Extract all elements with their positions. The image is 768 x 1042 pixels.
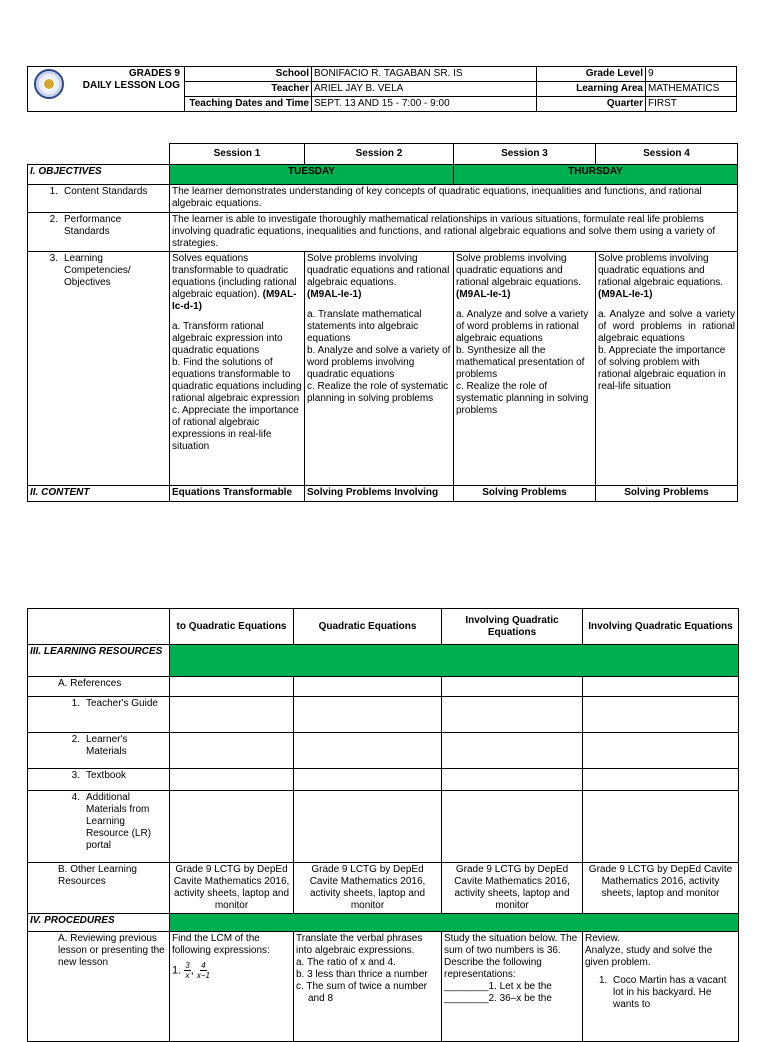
textbook-num: 3. [71, 770, 80, 781]
competency-2-c: c. Realize the role of systematic planning in solving problems [307, 381, 449, 404]
content-session-2-bottom: Quadratic Equations [294, 609, 442, 645]
competency-2-a: a. Translate mathematical statements into algebraic equations [307, 309, 422, 344]
competency-2-b: b. Analyze and solve a variety of word problems involving quadratic equations [307, 345, 451, 380]
additional-materials-label: Additional Materials from Learning Resource (LR) portal [86, 792, 152, 851]
competency-3-intro: Solve problems involving quadratic equations and rational algebraic equations. [456, 253, 582, 288]
other-resources-session-2: Grade 9 LCTG by DepEd Cavite Mathematics 2016, activity sheets, laptop and monitor [294, 863, 442, 914]
performance-standards-text: The learner is able to investigate thoroughly mathematical relationships in various situations, formulate real life problems involving quadratic equations, inequalities and functions, and rational algebraic equations and solve them using a variety of strategies. [170, 213, 738, 252]
competencies-label: Learning Competencies/ Objectives [64, 253, 131, 288]
competency-3-a: a. Analyze and solve a variety of word problems in rational algebraic equations [456, 309, 589, 344]
learning-resources-heading: III. LEARNING RESOURCES [28, 645, 170, 677]
teacher-label: Teacher [185, 82, 312, 97]
competency-session-2 [305, 252, 454, 486]
review-s1-item: 1. $\frac{3}{x}$ , $\frac{4}{x-1}$ [172, 961, 210, 980]
competency-3-b: b. Synthesize all the mathematical presentation of problems [456, 345, 585, 380]
additional-materials-num: 4. [71, 792, 80, 803]
review-s4-text2: Analyze, study and solve the given problem. [585, 945, 713, 968]
teachers-guide-label: Teacher's Guide [86, 698, 158, 709]
content-heading: II. CONTENT [28, 486, 170, 502]
review-s4-text1: Review. [585, 933, 621, 944]
other-resources-session-1: Grade 9 LCTG by DepEd Cavite Mathematics 2016, activity sheets, laptop and monitor [170, 863, 294, 914]
competency-2-intro: Solve problems involving quadratic equations and rational algebraic equations. [307, 253, 450, 288]
other-resources-label: B. Other Learning Resources [28, 863, 170, 914]
header-grades: GRADES 9 [128, 68, 180, 79]
competency-session-3 [454, 252, 596, 486]
competency-1-b: b. Find the solutions of equations transformable to quadratic equations including rational algebraic expression [172, 357, 302, 404]
review-s2-b: b. 3 less than thrice a number [296, 969, 428, 980]
grade-level-label: Grade Level [537, 67, 646, 82]
content-session-2-top: Solving Problems Involving [305, 486, 454, 502]
competency-1-a: a. Transform rational algebraic expression into quadratic equations [172, 321, 283, 356]
performance-standards-num: 2. [49, 214, 58, 225]
teacher-value: ARIEL JAY B. VELA [312, 82, 537, 97]
session-2-header: Session 2 [305, 144, 454, 165]
teachers-guide-cell [28, 697, 170, 733]
tuesday-label: TUESDAY [170, 165, 454, 185]
review-s1-item-num: 1. [172, 964, 182, 977]
review-s2-c2: and 8 [308, 993, 334, 1004]
content-standards-num: 1. [49, 186, 58, 197]
dates-value: SEPT. 13 AND 15 - 7:00 - 9:00 [312, 97, 537, 112]
textbook-cell [28, 769, 170, 791]
content-session-1-bottom: to Quadratic Equations [170, 609, 294, 645]
content-session-4-top: Solving Problems [596, 486, 738, 502]
review-session-2 [294, 932, 442, 1042]
fraction-3-over-x: $\frac{3}{x}$ [185, 961, 190, 980]
teachers-guide-num: 1. [71, 698, 80, 709]
performance-standards-label-cell [28, 213, 170, 252]
thursday-label: THURSDAY [454, 165, 738, 185]
objectives-table [27, 143, 738, 502]
competency-1-intro: Solves equations transformable to quadratic equations (including rational algebraic equation). [172, 253, 297, 300]
header-logo-cell [28, 67, 185, 112]
review-session-3 [442, 932, 583, 1042]
content-session-1-top: Equations Transformable [170, 486, 305, 502]
learners-materials-num: 2. [71, 734, 80, 745]
competency-3-c: c. Realize the role of systematic planning in solving problems [456, 381, 589, 416]
other-resources-session-3: Grade 9 LCTG by DepEd Cavite Mathematics 2016, activity sheets, laptop and monitor [442, 863, 583, 914]
review-s2-text: Translate the verbal phrases into algebraic expressions. [296, 933, 423, 956]
procedures-heading: IV. PROCEDURES [28, 914, 170, 932]
content-session-3-top: Solving Problems [454, 486, 596, 502]
header-table [27, 66, 737, 112]
session-4-header: Session 4 [596, 144, 738, 165]
school-label: School [185, 67, 312, 82]
competency-session-1 [170, 252, 305, 486]
competencies-num: 3. [49, 253, 58, 264]
competency-4-a: a. Analyze and solve a variety of word problems in rational algebraic equations [598, 309, 735, 344]
fraction-4-over-x-minus-1: $\frac{4}{x-1}$ [196, 961, 210, 980]
content-session-3-bottom: Involving Quadratic Equations [442, 609, 583, 645]
competencies-label-cell [28, 252, 170, 486]
learning-area-label: Learning Area [537, 82, 646, 97]
review-s4-item-num: 1. [599, 975, 608, 986]
dates-label: Teaching Dates and Time [185, 97, 312, 112]
competency-2-code: (M9AL-Ie-1) [307, 289, 362, 300]
header-daily-lesson-log: DAILY LESSON LOG [82, 80, 180, 91]
resources-procedures-table [27, 608, 739, 1042]
learning-area-value: MATHEMATICS [646, 82, 737, 97]
review-label: A. Reviewing previous lesson or presenting the new lesson [28, 932, 170, 1042]
content-standards-label-cell [28, 185, 170, 213]
competency-4-b: b. Appreciate the importance of solving problem with rational algebraic equation in real-life situation [598, 345, 726, 392]
review-session-1 [170, 932, 294, 1042]
content-standards-text: The learner demonstrates understanding of key concepts of quadratic equations, inequalities and functions, and rational algebraic equations. [170, 185, 738, 213]
learners-materials-cell [28, 733, 170, 769]
review-s1-text: Find the LCM of the following expressions: [172, 933, 270, 956]
review-s3-text: Study the situation below. The sum of two numbers is 36. Describe the following representations: [444, 933, 578, 980]
deped-seal-icon [34, 69, 64, 99]
textbook-label: Textbook [86, 770, 127, 781]
quarter-label: Quarter [537, 97, 646, 112]
learners-materials-label: Learner's Materials [86, 734, 128, 757]
review-s3-2: ________2. 36–x be the [444, 993, 552, 1004]
school-value: BONIFACIO R. TAGABAN SR. IS [312, 67, 537, 82]
review-s4-item: Coco Martin has a vacant lot in his backyard. He wants to [613, 975, 727, 1010]
other-resources-session-4: Grade 9 LCTG by DepEd Cavite Mathematics 2016, activity sheets, laptop and monitor [583, 863, 739, 914]
review-s2-c: c. The sum of twice a number [296, 981, 427, 992]
session-3-header: Session 3 [454, 144, 596, 165]
review-s3-1: ________1. Let x be the [444, 981, 552, 992]
performance-standards-label: Performance Standards [64, 214, 122, 237]
content-session-4-bottom: Involving Quadratic Equations [583, 609, 739, 645]
session-1-header: Session 1 [170, 144, 305, 165]
competency-1-code: (M9AL-Ic-d-1) [172, 289, 297, 312]
competency-4-code: (M9AL-Ie-1) [598, 289, 653, 300]
quarter-value: FIRST [646, 97, 737, 112]
competency-1-c: c. Appreciate the importance of rational algebraic expressions in real-life situation [172, 405, 299, 452]
content-standards-label: Content Standards [64, 186, 148, 197]
grade-level-value: 9 [646, 67, 737, 82]
references-label: A. References [28, 677, 170, 697]
objectives-heading: I. OBJECTIVES [28, 165, 170, 185]
review-session-4 [583, 932, 739, 1042]
competency-4-intro: Solve problems involving quadratic equations and rational algebraic equations. [598, 253, 724, 288]
additional-materials-cell [28, 791, 170, 863]
competency-3-code: (M9AL-Ie-1) [456, 289, 511, 300]
review-s2-a: a. The ratio of x and 4. [296, 957, 396, 968]
competency-session-4 [596, 252, 738, 486]
